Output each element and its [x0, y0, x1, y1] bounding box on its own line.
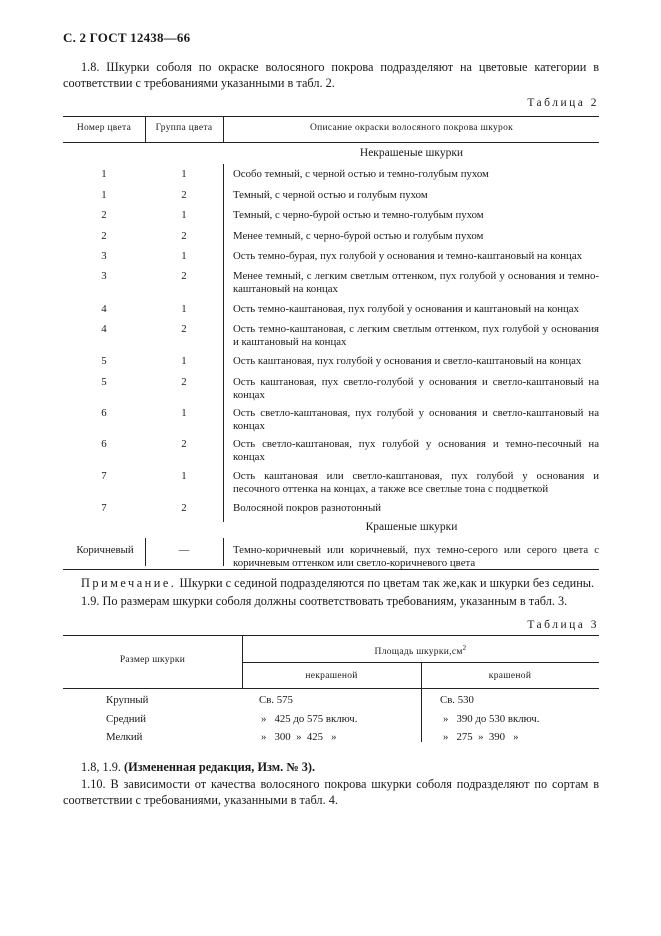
table-2-cell: 1 — [181, 355, 187, 367]
table-2-cell: 2 — [101, 209, 107, 221]
table-2-cell: 1 — [181, 470, 187, 482]
table-2-cell: 5 — [101, 355, 107, 367]
paragraph-1-9: 1.9. По размерам шкурки соболя должны соответствовать требованиям, указанным в табл. 3. — [81, 594, 568, 608]
table-3-header-dyed: крашеной — [488, 671, 532, 681]
table-2-cell: 7 — [101, 502, 107, 514]
table-2-cell: 5 — [101, 376, 107, 388]
table-2-cell: 2 — [181, 189, 187, 201]
table-2-caption: Таблица 2 — [527, 97, 599, 109]
table-2-cell: 6 — [101, 438, 107, 450]
table-2-cell: 6 — [101, 407, 107, 419]
table-2-cell: Темный, с черной остью и голубым пухом — [233, 189, 428, 201]
table-2-cell: Ость темно-каштановая, с легким светлым оттенком, пух голубой у основания и каштановый на концах — [233, 323, 599, 348]
table-3-cell: » 275 » 390 » — [443, 731, 519, 743]
table-2-cell: 2 — [181, 438, 187, 450]
table-2-cell: Ость каштановая, пух светло-голубой у основания и светло-каштановый на концах — [233, 376, 599, 401]
table-2-cell: Коричневый — [76, 544, 134, 556]
table-2-cell: 2 — [181, 230, 187, 242]
table-2-cell: Ость каштановая или светло-каштановая, пух голубой у основания и песочного оттенка на концах, а также все светлые тона с подцветкой — [233, 470, 599, 495]
table-3-caption: Таблица 3 — [527, 619, 599, 631]
table-2-header-number: Номер цвета — [76, 123, 132, 133]
table-2-cell: 2 — [101, 230, 107, 242]
table-2-cell: 3 — [101, 270, 107, 282]
table-2-cell: 1 — [181, 407, 187, 419]
table-2-cell: Ость темно-бурая, пух голубой у основания и темно-каштановый на концах — [233, 250, 583, 262]
table-2-cell: 1 — [101, 189, 107, 201]
note-label: Примечание. — [81, 576, 177, 590]
table-3-cell: Средний — [106, 713, 147, 725]
table-3-header-area-sup: 2 — [462, 644, 467, 652]
table-3-header-area — [242, 644, 599, 657]
table-2-cell: 7 — [101, 470, 107, 482]
section-dyed: Крашеные шкурки — [365, 521, 458, 533]
table-2-cell: 4 — [101, 303, 107, 315]
table-3-cell: Св. 530 — [440, 694, 474, 706]
table-3-header-area-text: Площадь шкурки,см — [374, 647, 463, 658]
table-2-cell: 1 — [181, 303, 187, 315]
table-2-cell: Темно-коричневый или коричневый, пух темно-серого или серого цвета с коричневым оттенком или светло-коричневого цвета — [233, 544, 599, 569]
table-3-cell: » 300 » 425 » — [261, 731, 337, 743]
table-3-cell: Мелкий — [106, 731, 143, 743]
table-2-cell: 1 — [181, 209, 187, 221]
section-undyed: Некрашеные шкурки — [359, 147, 464, 159]
paragraph-1-10: 1.10. В зависимости от качества волосяного покрова шкурки соболя подразделяют по сортам в соответствии с требованиями, указанными в табл. 4. — [63, 777, 599, 807]
table-3-cell: Св. 575 — [259, 694, 293, 706]
page-header: С. 2 ГОСТ 12438—66 — [63, 30, 191, 45]
table-2-cell: — — [178, 544, 190, 556]
table-2-cell: 2 — [181, 323, 187, 335]
table-2-cell: 1 — [181, 168, 187, 180]
table-2-cell: 4 — [101, 323, 107, 335]
table-2-cell: Ость светло-каштановая, пух голубой у основания и светло-каштановый на концах — [233, 407, 599, 432]
edit-note — [81, 759, 599, 775]
table-2-cell: 1 — [181, 250, 187, 262]
table-2-cell: 2 — [181, 270, 187, 282]
table-2-cell: Менее темный, с черно-бурой остью и голубым пухом — [233, 230, 484, 242]
table-2-cell: Ость каштановая, пух голубой у основания и светло-каштановый на концах — [233, 355, 582, 367]
note — [81, 575, 599, 591]
table-2-cell: Ость светло-каштановая, пух голубой у основания и темно-песочный на концах — [233, 438, 599, 463]
table-2-cell: 2 — [181, 376, 187, 388]
edit-note-number: 1.8, 1.9. — [81, 760, 125, 774]
table-3-cell: » 425 до 575 включ. — [261, 713, 358, 725]
table-3-cell: » 390 до 530 включ. — [443, 713, 540, 725]
table-3-cell: Крупный — [106, 694, 149, 706]
table-2-cell: 3 — [101, 250, 107, 262]
table-3-header-undyed: некрашеной — [305, 671, 358, 681]
table-3-header-size: Размер шкурки — [119, 655, 186, 665]
edit-note-bold: (Измененная редакция, Изм. № 3). — [124, 760, 316, 774]
table-2-cell: Особо темный, с черной остью и темно-голубым пухом — [233, 168, 489, 180]
table-2-header-description: Описание окраски волосяного покрова шкурок — [309, 123, 514, 133]
table-2-cell: Волосяной покров разнотонный — [233, 502, 381, 514]
table-2-cell: Ость темно-каштановая, пух голубой у основания и каштановый на концах — [233, 303, 579, 315]
table-2-cell: 2 — [181, 502, 187, 514]
paragraph-1-8: 1.8. Шкурки соболя по окраске волосяного покрова подразделяют на цветовые категории в соответствии с требованиями указанными в табл. 2. — [63, 60, 599, 90]
note-text: Шкурки с сединой подразделяются по цветам так же,как и шкурки без седины. — [176, 576, 595, 590]
table-2-header-group: Группа цвета — [155, 123, 213, 133]
table-2-cell: 1 — [101, 168, 107, 180]
table-2-cell: Темный, с черно-бурой остью и темно-голубым пухом — [233, 209, 484, 221]
table-2-cell: Менее темный, с легким светлым оттенком, пух голубой у основания и темно-каштановый на концах — [233, 270, 599, 295]
